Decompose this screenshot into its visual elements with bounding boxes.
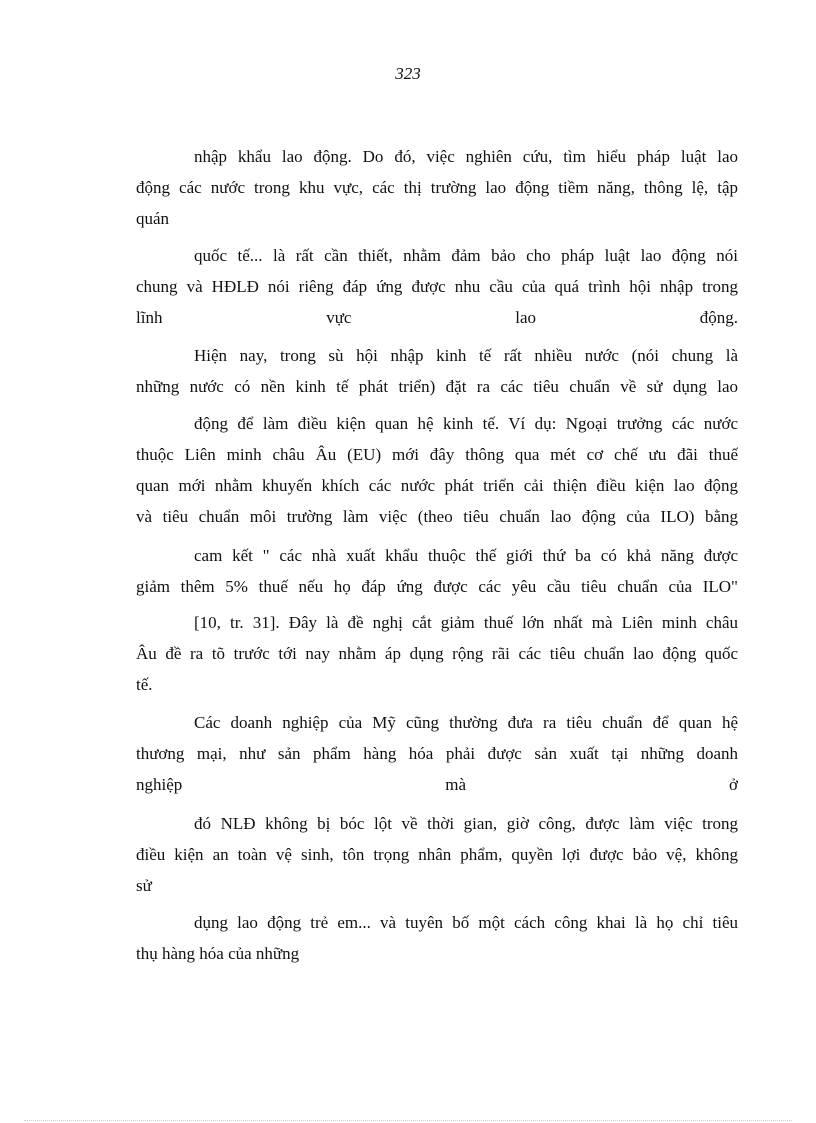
text-line: sử	[136, 876, 152, 895]
paragraph	[136, 240, 738, 333]
paragraph	[136, 408, 738, 532]
text-line: dụng lao động trẻ em... và tuyên bố một cách công khai là họ chỉ tiêu	[194, 913, 738, 932]
text-line: lĩnh vực lao động.	[136, 308, 738, 327]
text-line: tế.	[136, 675, 153, 694]
text-line: động để làm điều kiện quan hệ kinh tế. Ví dụ: Ngoại trưởng các nước	[194, 414, 738, 433]
paragraph	[136, 607, 738, 700]
text-line: quan mới nhằm khuyến khích các nước phát triển cải thiện điều kiện lao động	[136, 476, 738, 495]
text-line: cam kết " các nhà xuất khẩu thuộc thế giới thứ ba có khả năng được	[194, 546, 738, 565]
page-number: 323	[395, 64, 421, 83]
paragraph	[136, 808, 738, 901]
text-line: thuộc Liên minh châu Âu (EU) mới đây thông qua mét cơ chế ưu đãi thuế	[136, 445, 738, 464]
text-line: nhập khẩu lao động. Do đó, việc nghiên cứu, tìm hiểu pháp luật lao	[194, 147, 738, 166]
text-line: quán	[136, 209, 170, 228]
paragraph	[136, 907, 738, 969]
text-line: những nước có nền kinh tế phát triển) đặt ra các tiêu chuẩn về sử dụng lao	[136, 377, 738, 396]
paragraph	[136, 540, 738, 602]
text-line: Âu đề ra tõ trước tới nay nhằm áp dụng rộng rãi các tiêu chuẩn lao động quốc	[136, 644, 738, 663]
text-line: nghiệp mà ở	[136, 775, 738, 794]
text-line: giảm thêm 5% thuế nếu họ đáp ứng được các yêu cầu tiêu chuẩn của ILO"	[136, 577, 738, 596]
text-line: Các doanh nghiệp của Mỹ cũng thường đưa ra tiêu chuẩn để quan hệ	[194, 713, 738, 732]
paragraph	[136, 141, 738, 234]
paragraph	[136, 707, 738, 800]
page-bottom-divider	[24, 1120, 792, 1121]
text-line: thụ hàng hóa của những	[136, 944, 300, 963]
text-line: và tiêu chuẩn môi trường làm việc (theo tiêu chuẩn lao động của ILO) bằng	[136, 507, 738, 526]
text-line: thương mại, như sản phẩm hàng hóa phải được sản xuất tại những doanh	[136, 744, 738, 763]
text-line: điều kiện an toàn vệ sinh, tôn trọng nhân phẩm, quyền lợi được bảo vệ, không	[136, 845, 738, 864]
text-line: động các nước trong khu vực, các thị trường lao động tiềm năng, thông lệ, tập	[136, 178, 738, 197]
text-line: đó NLĐ không bị bóc lột về thời gian, giờ công, được làm việc trong	[194, 814, 738, 833]
paragraph	[136, 340, 738, 402]
text-line: [10, tr. 31]. Đây là đề nghị cắt giảm thuế lớn nhất mà Liên minh châu	[194, 613, 738, 632]
text-line: quốc tế... là rất cần thiết, nhằm đảm bảo cho pháp luật lao động nói	[194, 246, 738, 265]
text-line: Hiện nay, trong sù hội nhập kinh tế rất nhiều nước (nói chung là	[194, 346, 738, 365]
text-line: chung và HĐLĐ nói riêng đáp ứng được nhu cầu của quá trình hội nhập trong	[136, 277, 738, 296]
